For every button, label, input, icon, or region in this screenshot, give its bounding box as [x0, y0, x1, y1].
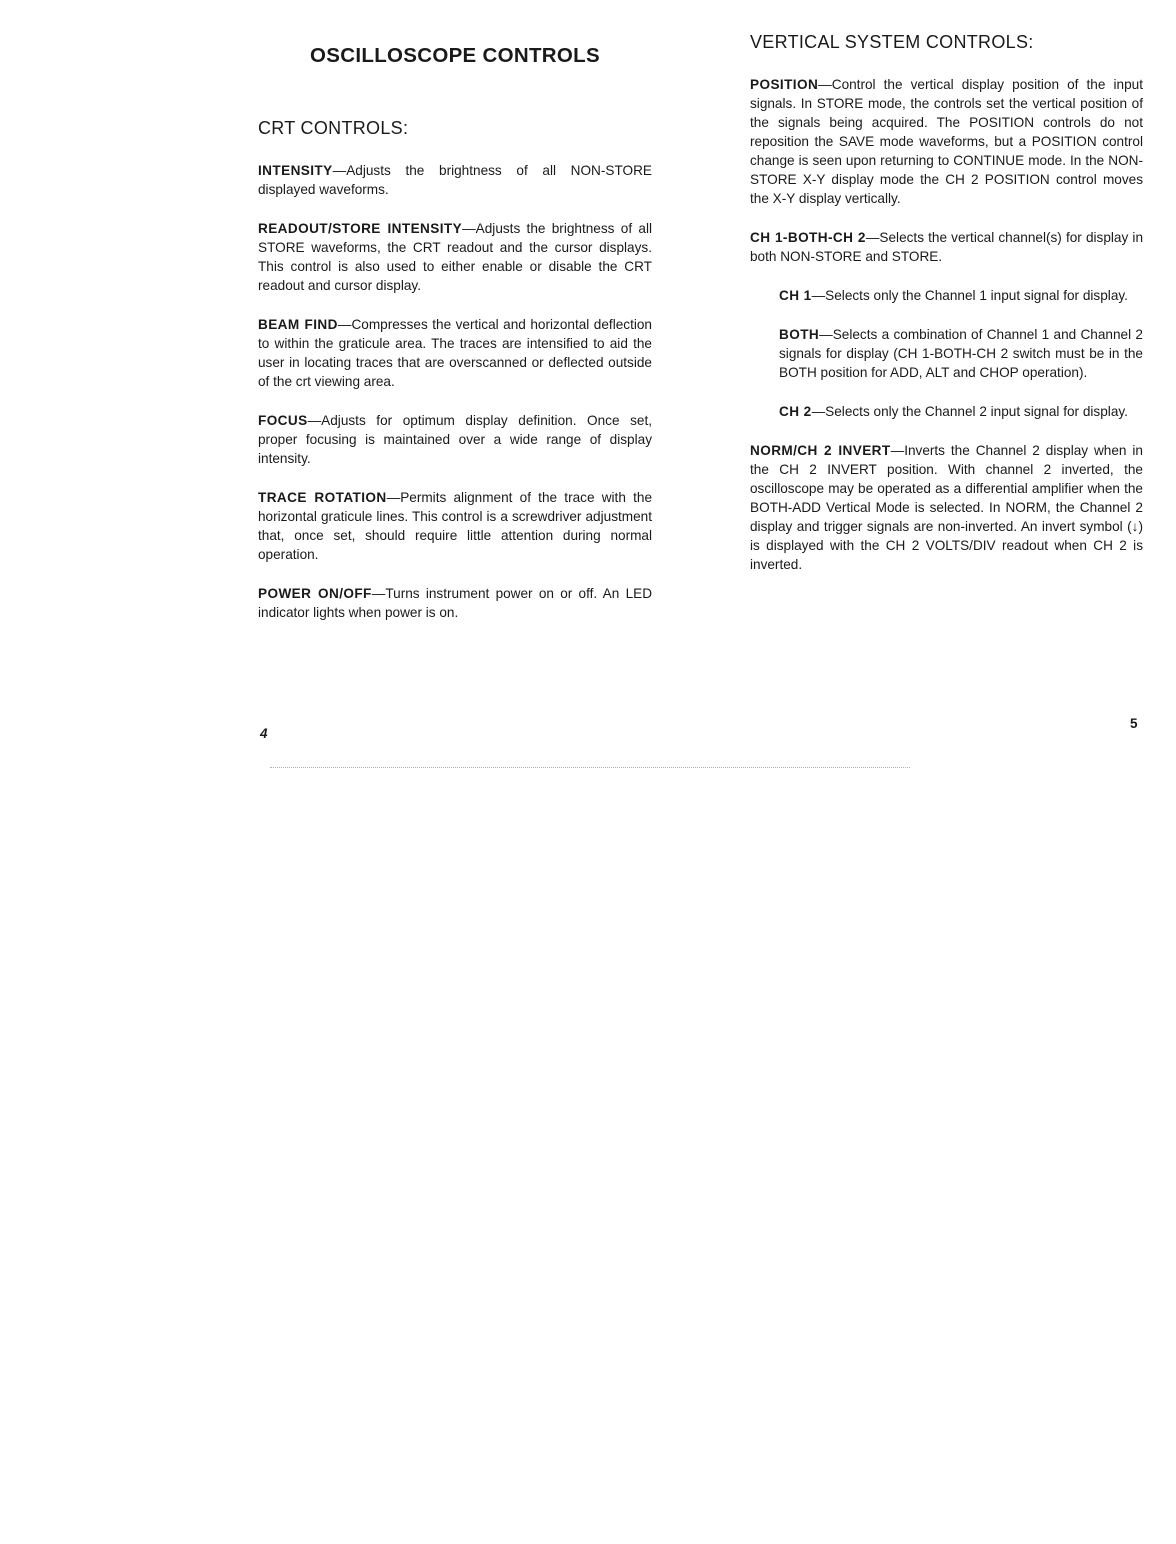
left-page-number: 4: [260, 726, 268, 741]
entry-term: NORM/CH 2 INVERT: [750, 443, 891, 458]
entry-term: POWER ON/OFF: [258, 586, 372, 601]
both-entry: [779, 325, 1143, 382]
trace-rotation-entry: [258, 488, 652, 564]
ch1-entry: [779, 286, 1143, 305]
entry-text: —Selects a combination of Channel 1 and Channel 2 signals for display (CH 1-BOTH-CH 2 switch must be in the BOTH position for ADD, ALT and CHOP operation).: [779, 327, 1143, 380]
ch1-both-ch2-entry: [750, 228, 1143, 266]
entry-text: —Control the vertical display position of the input signals. In STORE mode, the controls set the vertical position of the signals being acquired. The POSITION controls do not reposition the SAVE mode waveforms, but a POSITION control change is seen upon returning to CONTINUE mode. In the NON-STORE X-Y display mode the CH 2 POSITION control moves the X-Y display vertically.: [750, 77, 1143, 206]
entry-text: —Inverts the Channel 2 display when in the CH 2 INVERT position. With channel 2 inverted, the oscilloscope may be operated as a differential amplifier when the BOTH-ADD Vertical Mode is selected. In NORM, the Channel 2 display and trigger signals are non-inverted. An invert symbol (↓) is displayed with the CH 2 VOLTS/DIV readout when CH 2 is inverted.: [750, 443, 1143, 572]
entry-term: FOCUS: [258, 413, 308, 428]
entry-text: —Selects only the Channel 1 input signal for display.: [811, 288, 1128, 303]
entry-text: —Selects the vertical channel(s) for display in both NON-STORE and STORE.: [750, 230, 1143, 264]
entry-text: —Compresses the vertical and horizontal deflection to within the graticule area. The traces are intensified to aid the user in locating traces that are overscanned or deflected outside of the crt viewing area.: [258, 317, 652, 389]
left-page-column: [258, 44, 652, 642]
entry-term: BOTH: [779, 327, 820, 342]
vertical-system-controls-heading: VERTICAL SYSTEM CONTROLS:: [750, 32, 1034, 52]
entry-term: READOUT/STORE INTENSITY: [258, 221, 463, 236]
power-on-off-entry: [258, 584, 652, 622]
page-fold-divider: [270, 767, 910, 768]
entry-term: INTENSITY: [258, 163, 333, 178]
beam-find-entry: [258, 315, 652, 391]
position-entry: [750, 75, 1143, 208]
intensity-entry: [258, 161, 652, 199]
entry-term: CH 1-BOTH-CH 2: [750, 230, 866, 245]
entry-text: —Turns instrument power on or off. An LED indicator lights when power is on.: [258, 586, 653, 620]
entry-text: —Adjusts the brightness of all STORE waveforms, the CRT readout and the cursor displays. This control is also used to either enable or disable the CRT readout and cursor display.: [258, 221, 652, 293]
readout-store-intensity-entry: [258, 219, 652, 295]
crt-controls-heading: CRT CONTROLS:: [258, 118, 409, 138]
right-page-column: [750, 32, 1143, 594]
ch2-entry: [779, 402, 1143, 421]
entry-term: BEAM FIND: [258, 317, 338, 332]
entry-text: —Adjusts the brightness of all NON-STORE displayed waveforms.: [258, 163, 652, 197]
norm-ch2-invert-entry: [750, 441, 1143, 574]
focus-entry: [258, 411, 652, 468]
entry-term: TRACE ROTATION: [258, 490, 387, 505]
entry-text: —Adjusts for optimum display definition. Once set, proper focusing is maintained over a wide range of display intensity.: [258, 413, 652, 466]
entry-term: CH 1: [779, 288, 812, 303]
entry-term: POSITION: [750, 77, 819, 92]
right-page-number: 5: [1130, 716, 1138, 731]
entry-text: —Selects only the Channel 2 input signal for display.: [811, 404, 1128, 419]
page-title: OSCILLOSCOPE CONTROLS: [310, 44, 600, 67]
entry-term: CH 2: [779, 404, 812, 419]
entry-text: —Permits alignment of the trace with the horizontal graticule lines. This control is a screwdriver adjustment that, once set, should require little attention during normal operation.: [258, 490, 653, 562]
